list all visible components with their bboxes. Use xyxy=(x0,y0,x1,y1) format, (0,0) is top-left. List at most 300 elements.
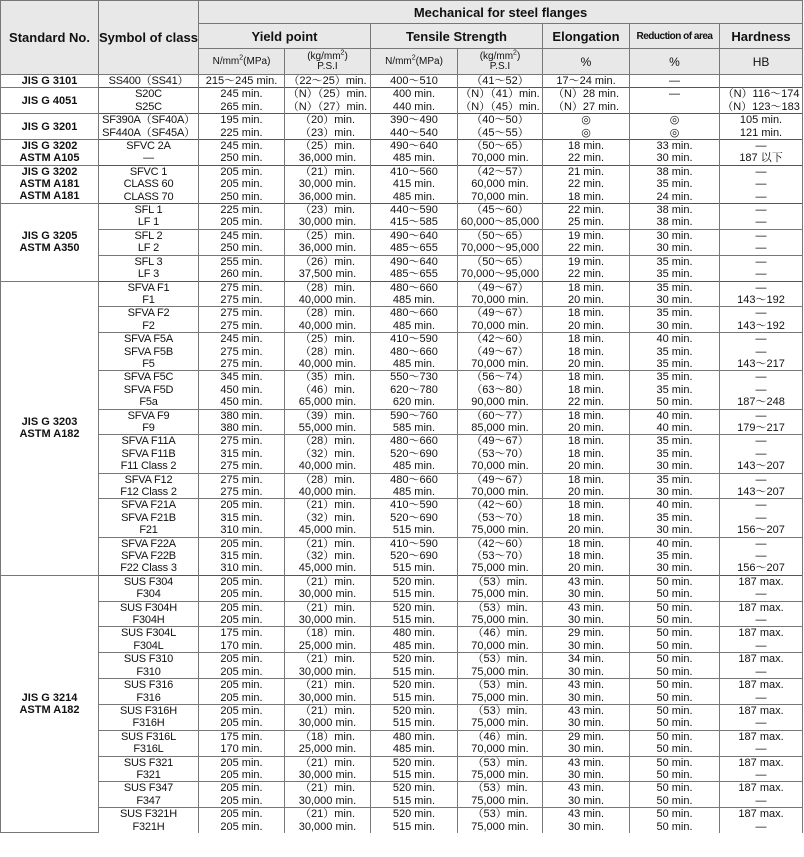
symbol-cell: — xyxy=(99,152,199,165)
symbol-cell: SFVA F22B xyxy=(99,550,199,562)
yield-nmm2-cell: 245 min. xyxy=(199,88,285,101)
yield-kg-psi-cell: （25）min. xyxy=(285,333,371,346)
hardness-cell: — xyxy=(720,371,803,384)
symbol-cell: SUS F321H xyxy=(99,808,199,821)
tensile-kg-psi-cell: （50～65） xyxy=(458,140,543,153)
yield-kg-psi-cell: 25,000 min. xyxy=(285,640,371,653)
symbol-cell: F316L xyxy=(99,743,199,756)
yield-kg-psi-cell: 65,000 min. xyxy=(285,396,371,409)
reduction-of-area-cell: 50 min. xyxy=(630,730,720,743)
yield-kg-psi-cell: （46）min. xyxy=(285,384,371,396)
table-row xyxy=(1,409,803,422)
symbol-cell: SFVA F5A xyxy=(99,333,199,346)
table-row xyxy=(1,562,803,575)
yield-nmm2-cell: 205 min. xyxy=(199,614,285,627)
elongation-cell: 43 min. xyxy=(543,575,630,588)
yield-nmm2-cell: 380 min. xyxy=(199,422,285,435)
hardness-cell: — xyxy=(720,550,803,562)
tensile-kg-psi-cell: 90,000 min. xyxy=(458,396,543,409)
yield-kg-psi-cell: （21）min. xyxy=(285,808,371,821)
elongation-cell: 20 min. xyxy=(543,460,630,473)
standard-no-cell xyxy=(1,75,99,88)
elongation-cell: 20 min. xyxy=(543,294,630,307)
reduction-of-area-cell: 35 min. xyxy=(630,281,720,294)
tensile-kg-psi-cell: （49～67） xyxy=(458,307,543,320)
unit-nmm2-text: N/mm xyxy=(212,55,240,67)
tensile-kg-psi-cell: 70,000 min. xyxy=(458,640,543,653)
reduction-of-area-cell xyxy=(630,101,720,114)
yield-kg-psi-cell: （28）min. xyxy=(285,435,371,448)
elongation-cell: 30 min. xyxy=(543,821,630,833)
hardness-cell: — xyxy=(720,346,803,358)
yield-kg-psi-cell: （28）min. xyxy=(285,473,371,486)
hardness-cell: — xyxy=(720,717,803,730)
elongation-cell: 22 min. xyxy=(543,268,630,281)
tensile-nmm2-cell: 590～760 xyxy=(371,409,458,422)
reduction-of-area-cell: 40 min. xyxy=(630,499,720,512)
hardness-cell: 187 max. xyxy=(720,756,803,769)
hardness-cell: — xyxy=(720,333,803,346)
symbol-cell: F9 xyxy=(99,422,199,435)
reduction-of-area-cell: 50 min. xyxy=(630,627,720,640)
standard-no-line: ASTM A105 xyxy=(19,152,80,165)
reduction-of-area-cell: 50 min. xyxy=(630,601,720,614)
standard-no-line: JIS G 3202 xyxy=(21,140,78,153)
table-row xyxy=(1,242,803,255)
tensile-nmm2-cell: 520 min. xyxy=(371,756,458,769)
elongation-cell: 17～24 min. xyxy=(543,75,630,88)
table-row xyxy=(1,435,803,448)
reduction-of-area-cell: 35 min. xyxy=(630,384,720,396)
yield-nmm2-cell: 205 min. xyxy=(199,601,285,614)
yield-nmm2-cell: 250 min. xyxy=(199,242,285,255)
yield-kg-psi-cell: （21）min. xyxy=(285,165,371,178)
tensile-kg-psi-cell: 75,000 min. xyxy=(458,614,543,627)
hardness-cell: 187 max. xyxy=(720,808,803,821)
yield-kg-psi-cell: 30,000 min. xyxy=(285,666,371,679)
symbol-cell: SF390A（SF40A） xyxy=(99,114,199,127)
tensile-kg-psi-cell: 75,000 min. xyxy=(458,795,543,808)
hardness-cell: 187 max. xyxy=(720,679,803,692)
tensile-kg-psi-cell: （42～60） xyxy=(458,499,543,512)
reduction-of-area-cell: 50 min. xyxy=(630,653,720,666)
yield-kg-psi-cell: 30,000 min. xyxy=(285,178,371,190)
table-row xyxy=(1,808,803,821)
table-row xyxy=(1,756,803,769)
yield-nmm2-cell: 205 min. xyxy=(199,178,285,190)
tensile-kg-psi-cell: 70,000 min. xyxy=(458,152,543,165)
hardness-cell: — xyxy=(720,448,803,460)
standard-no-line: JIS G 3201 xyxy=(21,120,78,133)
tensile-kg-psi-cell: （53～70） xyxy=(458,448,543,460)
yield-nmm2-cell: 310 min. xyxy=(199,524,285,537)
symbol-cell: SFVA F21B xyxy=(99,512,199,524)
reduction-of-area-cell: 35 min. xyxy=(630,346,720,358)
reduction-of-area-cell: 50 min. xyxy=(630,614,720,627)
hardness-cell: — xyxy=(720,588,803,601)
tensile-nmm2-cell: 490～640 xyxy=(371,255,458,268)
tensile-nmm2-cell: 515 min. xyxy=(371,524,458,537)
standard-no-cell xyxy=(1,281,99,575)
reduction-of-area-cell: 40 min. xyxy=(630,422,720,435)
table-row xyxy=(1,255,803,268)
tensile-nmm2-cell: 485 min. xyxy=(371,320,458,333)
tensile-kg-psi-cell: （53）min. xyxy=(458,679,543,692)
symbol-cell: SFVA F22A xyxy=(99,537,199,550)
symbol-cell: F5a xyxy=(99,396,199,409)
reduction-of-area-cell: 40 min. xyxy=(630,333,720,346)
elongation-cell: 21 min. xyxy=(543,165,630,178)
yield-nmm2-cell: 195 min. xyxy=(199,114,285,127)
yield-nmm2-cell: 205 min. xyxy=(199,679,285,692)
reduction-of-area-cell: 38 min. xyxy=(630,165,720,178)
hardness-cell: — xyxy=(720,473,803,486)
elongation-cell: 18 min. xyxy=(543,409,630,422)
hardness-cell: — xyxy=(720,242,803,255)
elongation-cell: 20 min. xyxy=(543,358,630,371)
hardness-cell: 156～207 xyxy=(720,524,803,537)
unit-reduction-percent: % xyxy=(630,49,720,75)
yield-kg-psi-cell: 36,000 min. xyxy=(285,152,371,165)
hardness-cell: — xyxy=(720,499,803,512)
header-standard-no: Standard No. xyxy=(1,1,99,75)
yield-nmm2-cell: 205 min. xyxy=(199,717,285,730)
symbol-cell: SUS F316L xyxy=(99,730,199,743)
yield-nmm2-cell: 315 min. xyxy=(199,512,285,524)
tensile-kg-psi-cell: 70,000 min. xyxy=(458,460,543,473)
elongation-cell: 30 min. xyxy=(543,588,630,601)
symbol-cell: F12 Class 2 xyxy=(99,486,199,499)
hardness-cell: 121 min. xyxy=(720,127,803,140)
reduction-of-area-cell: 40 min. xyxy=(630,409,720,422)
symbol-cell: F316H xyxy=(99,717,199,730)
yield-nmm2-cell: 275 min. xyxy=(199,358,285,371)
tensile-nmm2-cell: 480 min. xyxy=(371,730,458,743)
reduction-of-area-cell: 35 min. xyxy=(630,371,720,384)
unit-psi-text: P.S.I xyxy=(317,60,338,72)
hardness-cell: 143～217 xyxy=(720,358,803,371)
table-row xyxy=(1,422,803,435)
hardness-cell xyxy=(720,75,803,88)
elongation-cell: 18 min. xyxy=(543,140,630,153)
reduction-of-area-cell: 30 min. xyxy=(630,152,720,165)
symbol-cell: CLASS 60 xyxy=(99,178,199,190)
symbol-cell: SUS F304L xyxy=(99,627,199,640)
tensile-nmm2-cell: 410～590 xyxy=(371,537,458,550)
hardness-cell: （N）116～174 xyxy=(720,88,803,101)
table-row xyxy=(1,821,803,833)
elongation-cell: 43 min. xyxy=(543,808,630,821)
tensile-nmm2-cell: 520 min. xyxy=(371,679,458,692)
yield-kg-psi-cell: 36,000 min. xyxy=(285,242,371,255)
elongation-cell: 43 min. xyxy=(543,782,630,795)
tensile-nmm2-cell: 490～640 xyxy=(371,229,458,242)
yield-nmm2-cell: 170 min. xyxy=(199,743,285,756)
yield-kg-psi-cell: 40,000 min. xyxy=(285,320,371,333)
symbol-cell: F304 xyxy=(99,588,199,601)
reduction-of-area-cell: 50 min. xyxy=(630,666,720,679)
yield-nmm2-cell: 275 min. xyxy=(199,435,285,448)
unit-yield-kg-psi xyxy=(285,49,371,75)
reduction-of-area-cell: 33 min. xyxy=(630,140,720,153)
symbol-cell: SFVA F11B xyxy=(99,448,199,460)
table-row xyxy=(1,358,803,371)
tensile-nmm2-cell: 480～660 xyxy=(371,435,458,448)
unit-tensile-kg-psi xyxy=(458,49,543,75)
tensile-nmm2-cell: 520 min. xyxy=(371,704,458,717)
yield-nmm2-cell: 345 min. xyxy=(199,371,285,384)
reduction-of-area-cell: 40 min. xyxy=(630,537,720,550)
standard-no-cell xyxy=(1,575,99,833)
hardness-cell: — xyxy=(720,821,803,833)
reduction-of-area-cell: 30 min. xyxy=(630,320,720,333)
tensile-nmm2-cell: 550～730 xyxy=(371,371,458,384)
header-tensile-strength: Tensile Strength xyxy=(371,24,543,49)
unit-kg-text: (kg/mm xyxy=(307,50,341,62)
elongation-cell: 22 min. xyxy=(543,152,630,165)
hardness-cell: — xyxy=(720,512,803,524)
symbol-cell: SFVA F5D xyxy=(99,384,199,396)
table-row xyxy=(1,588,803,601)
yield-kg-psi-cell: （18）min. xyxy=(285,627,371,640)
table-row xyxy=(1,486,803,499)
tensile-nmm2-cell: 515 min. xyxy=(371,562,458,575)
yield-kg-psi-cell: 40,000 min. xyxy=(285,460,371,473)
header-mechanical-title: Mechanical for steel flanges xyxy=(199,1,803,24)
unit-nmm2-text: N/mm xyxy=(385,55,412,67)
reduction-of-area-cell: 35 min. xyxy=(630,178,720,190)
header-hardness: Hardness xyxy=(720,24,803,49)
hardness-cell: 156～207 xyxy=(720,562,803,575)
tensile-kg-psi-cell: 70,000 min. xyxy=(458,358,543,371)
symbol-cell: F310 xyxy=(99,666,199,679)
yield-kg-psi-cell: 36,000 min. xyxy=(285,191,371,204)
table-row xyxy=(1,448,803,460)
symbol-cell: F2 xyxy=(99,320,199,333)
tensile-nmm2-cell: 520 min. xyxy=(371,653,458,666)
elongation-cell: 18 min. xyxy=(543,499,630,512)
tensile-nmm2-cell: 480～660 xyxy=(371,473,458,486)
symbol-cell: F22 Class 3 xyxy=(99,562,199,575)
tensile-kg-psi-cell: （56～74） xyxy=(458,371,543,384)
yield-nmm2-cell: 275 min. xyxy=(199,473,285,486)
elongation-cell: 43 min. xyxy=(543,704,630,717)
yield-nmm2-cell: 310 min. xyxy=(199,562,285,575)
reduction-of-area-cell: 50 min. xyxy=(630,769,720,782)
hardness-cell: — xyxy=(720,692,803,705)
tensile-nmm2-cell: 515 min. xyxy=(371,795,458,808)
yield-nmm2-cell: 175 min. xyxy=(199,627,285,640)
standard-no-line: ASTM A182 xyxy=(19,704,80,717)
tensile-nmm2-cell: 440 min. xyxy=(371,101,458,114)
tensile-nmm2-cell: 440～590 xyxy=(371,204,458,217)
tensile-nmm2-cell: 490～640 xyxy=(371,140,458,153)
table-row xyxy=(1,627,803,640)
table-row xyxy=(1,614,803,627)
table-row xyxy=(1,795,803,808)
table-row xyxy=(1,268,803,281)
yield-nmm2-cell: 170 min. xyxy=(199,640,285,653)
reduction-of-area-cell: 50 min. xyxy=(630,588,720,601)
reduction-of-area-cell: 35 min. xyxy=(630,307,720,320)
yield-nmm2-cell: 205 min. xyxy=(199,575,285,588)
tensile-nmm2-cell: 520 min. xyxy=(371,782,458,795)
tensile-nmm2-cell: 410～590 xyxy=(371,333,458,346)
tensile-kg-psi-cell: 60,000～85,000 xyxy=(458,216,543,229)
tensile-kg-psi-cell: 70,000 min. xyxy=(458,191,543,204)
table-row xyxy=(1,165,803,178)
yield-kg-psi-cell: 30,000 min. xyxy=(285,821,371,833)
yield-kg-psi-cell: 30,000 min. xyxy=(285,216,371,229)
hardness-cell: 143～207 xyxy=(720,486,803,499)
symbol-cell: SFVA F21A xyxy=(99,499,199,512)
symbol-cell: F11 Class 2 xyxy=(99,460,199,473)
standard-no-cell xyxy=(1,140,99,166)
yield-nmm2-cell: 250 min. xyxy=(199,191,285,204)
tensile-kg-psi-cell: （53～70） xyxy=(458,512,543,524)
tensile-nmm2-cell: 515 min. xyxy=(371,588,458,601)
hardness-cell: 187 max. xyxy=(720,730,803,743)
elongation-cell: 30 min. xyxy=(543,614,630,627)
yield-nmm2-cell: 245 min. xyxy=(199,333,285,346)
tensile-nmm2-cell: 485 min. xyxy=(371,358,458,371)
unit-mpa-text: (MPa) xyxy=(415,55,443,67)
yield-nmm2-cell: 275 min. xyxy=(199,460,285,473)
hardness-cell: 143～207 xyxy=(720,460,803,473)
reduction-of-area-cell: 50 min. xyxy=(630,692,720,705)
reduction-of-area-cell: 38 min. xyxy=(630,216,720,229)
table-row xyxy=(1,384,803,396)
elongation-cell: 29 min. xyxy=(543,730,630,743)
yield-kg-psi-cell: （21）min. xyxy=(285,782,371,795)
symbol-cell: F316 xyxy=(99,692,199,705)
table-row xyxy=(1,320,803,333)
symbol-cell: F321 xyxy=(99,769,199,782)
hardness-cell: — xyxy=(720,409,803,422)
hardness-cell: 187 max. xyxy=(720,627,803,640)
tensile-nmm2-cell: 415～585 xyxy=(371,216,458,229)
unit-hardness-hb: HB xyxy=(720,49,803,75)
hardness-cell: 187 max. xyxy=(720,704,803,717)
header-elongation: Elongation xyxy=(543,24,630,49)
elongation-cell: 20 min. xyxy=(543,320,630,333)
hardness-cell: — xyxy=(720,140,803,153)
tensile-nmm2-cell: 515 min. xyxy=(371,821,458,833)
hardness-cell: — xyxy=(720,795,803,808)
tensile-nmm2-cell: 390～490 xyxy=(371,114,458,127)
table-row xyxy=(1,346,803,358)
unit-elongation-percent: % xyxy=(543,49,630,75)
tensile-nmm2-cell: 485 min. xyxy=(371,460,458,473)
elongation-cell: 22 min. xyxy=(543,396,630,409)
standard-no-line: ASTM A350 xyxy=(19,242,80,255)
tensile-kg-psi-cell: （49～67） xyxy=(458,473,543,486)
reduction-of-area-cell: 50 min. xyxy=(630,821,720,833)
tensile-nmm2-cell: 485 min. xyxy=(371,294,458,307)
hardness-cell: 187 max. xyxy=(720,782,803,795)
yield-kg-psi-cell: （32）min. xyxy=(285,512,371,524)
standard-no-cell xyxy=(1,165,99,203)
elongation-cell: 20 min. xyxy=(543,486,630,499)
table-row xyxy=(1,524,803,537)
symbol-cell: CLASS 70 xyxy=(99,191,199,204)
reduction-of-area-cell: 50 min. xyxy=(630,808,720,821)
tensile-nmm2-cell: 515 min. xyxy=(371,717,458,730)
table-row xyxy=(1,499,803,512)
reduction-of-area-cell: 35 min. xyxy=(630,448,720,460)
reduction-of-area-cell: 35 min. xyxy=(630,255,720,268)
unit-sup: 2 xyxy=(239,54,244,62)
yield-kg-psi-cell: 40,000 min. xyxy=(285,486,371,499)
table-header xyxy=(1,1,803,75)
yield-kg-psi-cell: （35）min. xyxy=(285,371,371,384)
elongation-cell: 43 min. xyxy=(543,679,630,692)
reduction-of-area-cell: — xyxy=(630,88,720,101)
hardness-cell: — xyxy=(720,537,803,550)
tensile-nmm2-cell: 520 min. xyxy=(371,808,458,821)
standard-no-line: ASTM A181 xyxy=(19,178,80,191)
reduction-of-area-cell: 35 min. xyxy=(630,358,720,371)
table-row xyxy=(1,601,803,614)
reduction-of-area-cell: 35 min. xyxy=(630,435,720,448)
tensile-kg-psi-cell: 75,000 min. xyxy=(458,717,543,730)
table-row xyxy=(1,204,803,217)
tensile-nmm2-cell: 480～660 xyxy=(371,307,458,320)
table-row xyxy=(1,294,803,307)
symbol-cell: SUS F316H xyxy=(99,704,199,717)
table-row xyxy=(1,679,803,692)
tensile-kg-psi-cell: 75,000 min. xyxy=(458,562,543,575)
symbol-cell: LF 2 xyxy=(99,242,199,255)
tensile-kg-psi-cell: （40～50） xyxy=(458,114,543,127)
symbol-cell: SS400（SS41） xyxy=(99,75,199,88)
tensile-nmm2-cell: 480 min. xyxy=(371,627,458,640)
yield-nmm2-cell: 315 min. xyxy=(199,448,285,460)
reduction-of-area-cell: 50 min. xyxy=(630,679,720,692)
hardness-cell: — xyxy=(720,165,803,178)
standard-no-line: ASTM A182 xyxy=(19,428,80,441)
hardness-cell: 179～217 xyxy=(720,422,803,435)
table-row xyxy=(1,101,803,114)
hardness-cell: — xyxy=(720,384,803,396)
tensile-nmm2-cell: 520～690 xyxy=(371,448,458,460)
hardness-cell: 105 min. xyxy=(720,114,803,127)
reduction-of-area-cell: 30 min. xyxy=(630,242,720,255)
standard-no-line: JIS G 3101 xyxy=(21,75,78,88)
tensile-kg-psi-cell: （49～67） xyxy=(458,435,543,448)
yield-nmm2-cell: 275 min. xyxy=(199,294,285,307)
yield-nmm2-cell: 175 min. xyxy=(199,730,285,743)
symbol-cell: SFVC 1 xyxy=(99,165,199,178)
hardness-cell: — xyxy=(720,268,803,281)
yield-nmm2-cell: 205 min. xyxy=(199,537,285,550)
table-row xyxy=(1,743,803,756)
yield-nmm2-cell: 450 min. xyxy=(199,396,285,409)
yield-nmm2-cell: 275 min. xyxy=(199,307,285,320)
elongation-cell: （N）27 min. xyxy=(543,101,630,114)
elongation-cell: 18 min. xyxy=(543,191,630,204)
elongation-cell: （N）28 min. xyxy=(543,88,630,101)
reduction-of-area-cell: 24 min. xyxy=(630,191,720,204)
elongation-cell: 18 min. xyxy=(543,346,630,358)
symbol-cell: SFVA F5C xyxy=(99,371,199,384)
tensile-kg-psi-cell: 70,000 min. xyxy=(458,320,543,333)
tensile-kg-psi-cell: （N）（41）min. xyxy=(458,88,543,101)
hardness-cell: — xyxy=(720,255,803,268)
reduction-of-area-cell: 35 min. xyxy=(630,268,720,281)
yield-nmm2-cell: 225 min. xyxy=(199,204,285,217)
hardness-cell: 187～248 xyxy=(720,396,803,409)
